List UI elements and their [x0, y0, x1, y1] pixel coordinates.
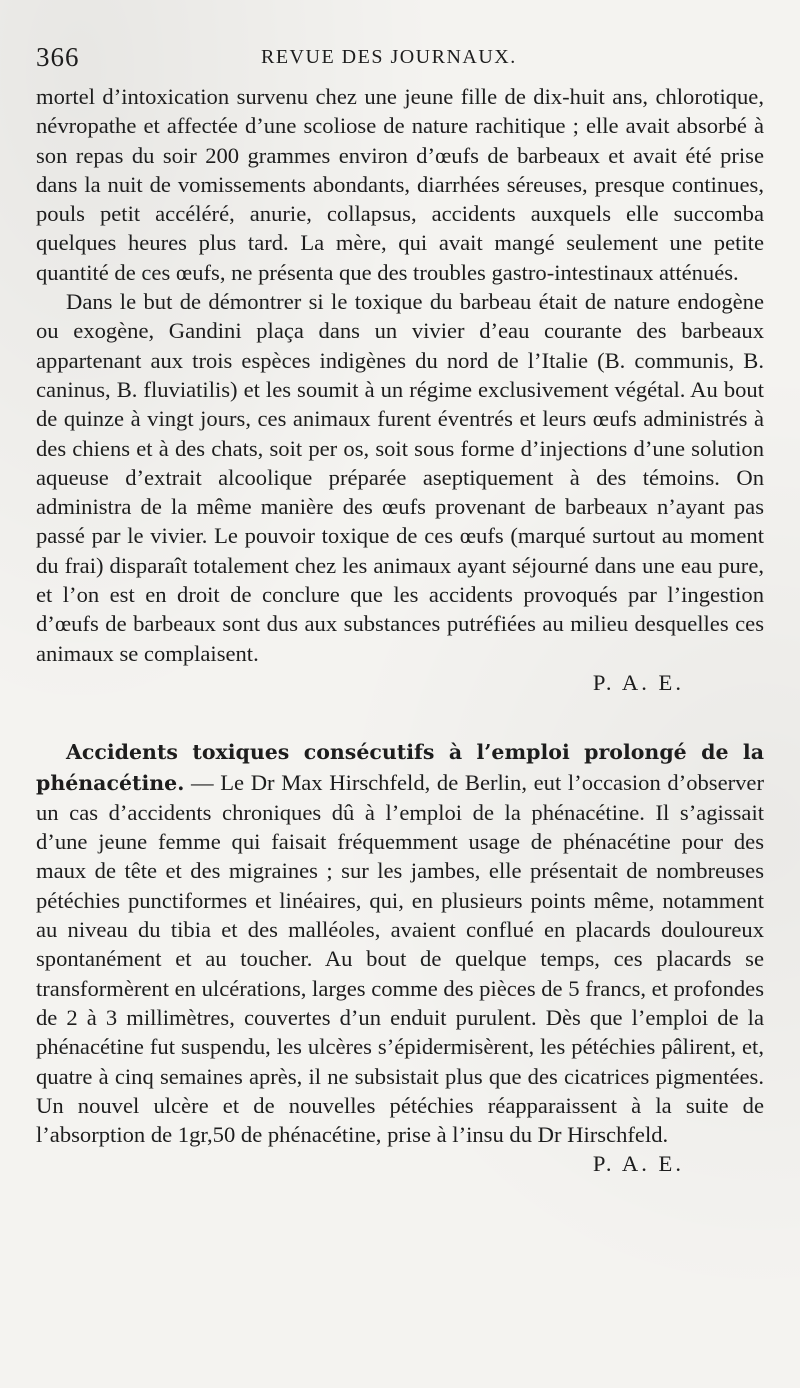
- signature-line: [36, 668, 764, 697]
- article-title: Accidents toxiques consécutifs à l’emploi prolongé de la phénacétine.: [36, 740, 764, 795]
- signature-line-2: [36, 1149, 764, 1178]
- running-head: [36, 38, 764, 82]
- article-phenacetine: [36, 737, 764, 1178]
- author-signature: P. A. E.: [592, 669, 684, 695]
- paragraph-intoxication-case: mortel d’intoxication survenu chez une jeune fille de dix-huit ans, chlorotique, névropathe et affectée d’une scoliose de nature rachitique ; elle avait absorbé à son repas du soir 200 grammes environ d’œufs de barbeaux et avait été prise dans la nuit de vomissements abondants, diarrhées séreuses, presque continues, pouls petit accéléré, anurie, collapsus, accidents auxquels elle succomba quelques heures plus tard. La mère, qui avait mangé seulement une petite quantité de ces œufs, ne présenta que des troubles gastro-intestinaux atténués.: [36, 84, 764, 285]
- page-number: 366: [36, 42, 80, 72]
- author-signature-2: P. A. E.: [592, 1151, 684, 1177]
- paragraph-phenacetine: [36, 737, 764, 1149]
- article-body: — Le Dr Max Hirschfeld, de Berlin, eut l’occasion d’observer un cas d’accidents chroniques dû à l’emploi de la phénacétine. Il s’agissait d’une jeune femme qui faisait fréquemment usage de phénacétine pour des maux de tête et des migraines ; sur les jambes, elle présentait de nombreuses pétéchies punctiformes et linéaires, qui, en plusieurs points même, notamment au niveau du tibia et des malléoles, avaient conflué en placards douloureux spontanément et au toucher. Au bout de quelque temps, ces placards se transformèrent en ulcérations, larges comme des pièces de 5 francs, et profondes de 2 à 3 millimètres, couvertes d’un enduit purulent. Dès que l’emploi de la phénacétine fut suspendu, les ulcères s’épidermisèrent, les pétéchies pâlirent, et, quatre à cinq semaines après, il ne subsistait plus que des cicatrices pigmentées. Un nouvel ulcère et de nouvelles pétéchies réapparaissent à la suite de l’absorption de 1gr,50 de phénacétine, prise à l’insu du Dr Hirschfeld.: [36, 769, 764, 1148]
- journal-title: REVUE DES JOURNAUX.: [261, 46, 517, 68]
- paragraph-experiment: Dans le but de démontrer si le toxique du barbeau était de nature endogène ou exogène, Gandini plaça dans un vivier d’eau courante des barbeaux appartenant aux trois espèces indigènes du nord de l’Italie (B. communis, B. caninus, B. fluviatilis) et les soumit à un régime exclusivement végétal. Au bout de quinze à vingt jours, ces animaux furent éventrés et leurs œufs administrés à des chiens et à des chats, soit per os, soit sous forme d’injections d’une solution aqueuse d’extrait alcoolique préparée aseptiquement à des témoins. On administra de la même manière des œufs provenant de barbeaux n’ayant pas passé par le vivier. Le pouvoir toxique de ces œufs (marqué surtout au moment du frai) disparaît totalement chez les animaux ayant séjourné dans une eau pure, et l’on est en droit de conclure que les accidents provoqués par l’ingestion d’œufs de barbeaux sont dus aux substances putréfiées au milieu desquelles ces animaux se complaisent.: [36, 289, 764, 666]
- section-gap: [36, 697, 764, 737]
- article-gandini: [36, 82, 764, 697]
